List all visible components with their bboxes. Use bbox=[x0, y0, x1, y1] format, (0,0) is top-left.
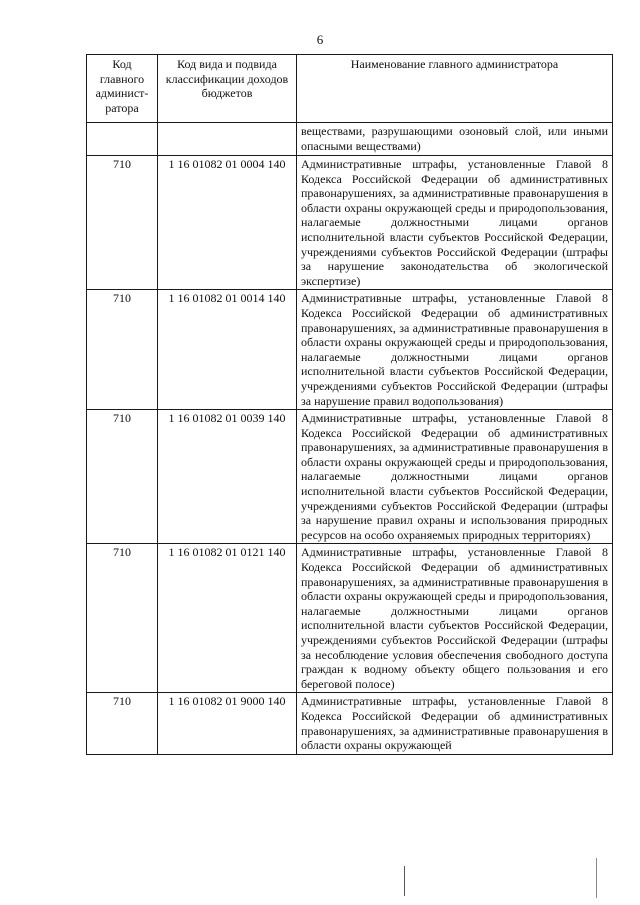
cell-administrator-name: Административные штрафы, установленные Главой 8 Кодекса Российской Федерации об административных правонарушениях, за административные правонарушения в области охраны окружающей bbox=[297, 693, 613, 754]
table-header-row bbox=[87, 55, 613, 123]
table-row bbox=[87, 156, 613, 290]
cell-classification-code: 1 16 01082 01 0014 140 bbox=[158, 290, 297, 410]
cell-admin-code: 710 bbox=[87, 410, 158, 544]
scan-artifact-line bbox=[404, 866, 405, 896]
cell-admin-code: 710 bbox=[87, 290, 158, 410]
scan-artifact-line bbox=[596, 858, 597, 898]
cell-administrator-name: Административные штрафы, установленные Главой 8 Кодекса Российской Федерации об административных правонарушениях, за административные правонарушения в области охраны окружающей среды и природопользования, налагаемые должностными лицами органов исполнительной власти субъектов Российской Федерации, учреждениями субъектов Российской Федерации (штрафы за нарушение правил охраны и использования природных ресурсов на особо охраняемых природных территориях) bbox=[297, 410, 613, 544]
cell-classification-code: 1 16 01082 01 0004 140 bbox=[158, 156, 297, 290]
table-row bbox=[87, 290, 613, 410]
cell-continuation-text: веществами, разрушающими озоновый слой, или иными опасными веществами) bbox=[297, 123, 613, 156]
header-admin-code: Код главного админист-ратора bbox=[87, 55, 158, 123]
cell-classification-code: 1 16 01082 01 0121 140 bbox=[158, 544, 297, 693]
page-number: 6 bbox=[316, 32, 324, 47]
cell-empty bbox=[158, 123, 297, 156]
cell-classification-code: 1 16 01082 01 0039 140 bbox=[158, 410, 297, 544]
cell-admin-code: 710 bbox=[87, 156, 158, 290]
cell-empty bbox=[87, 123, 158, 156]
revenue-classification-table bbox=[86, 54, 613, 755]
table-row-continuation bbox=[87, 123, 613, 156]
cell-administrator-name: Административные штрафы, установленные Главой 8 Кодекса Российской Федерации об административных правонарушениях, за административные правонарушения в области охраны окружающей среды и природопользования, налагаемые должностными лицами органов исполнительной власти субъектов Российской Федерации, учреждениями субъектов Российской Федерации (штрафы за несоблюдение условия обеспечения свободного доступа граждан к водному объекту общего пользования и его береговой полосе) bbox=[297, 544, 613, 693]
table-row bbox=[87, 544, 613, 693]
table-row bbox=[87, 410, 613, 544]
cell-admin-code: 710 bbox=[87, 693, 158, 754]
cell-administrator-name: Административные штрафы, установленные Главой 8 Кодекса Российской Федерации об административных правонарушениях, за административные правонарушения в области охраны окружающей среды и природопользования, налагаемые должностными лицами органов исполнительной власти субъектов Российской Федерации, учреждениями субъектов Российской Федерации (штрафы за нарушение законодательства об экологической экспертизе) bbox=[297, 156, 613, 290]
table-row bbox=[87, 693, 613, 754]
cell-admin-code: 710 bbox=[87, 544, 158, 693]
header-classification-code: Код вида и подвида классификации доходов бюджетов bbox=[158, 55, 297, 123]
cell-administrator-name: Административные штрафы, установленные Главой 8 Кодекса Российской Федерации об административных правонарушениях, за административные правонарушения в области охраны окружающей среды и природопользования, налагаемые должностными лицами органов исполнительной власти субъектов Российской Федерации, учреждениями субъектов Российской Федерации (штрафы за нарушение правил водопользования) bbox=[297, 290, 613, 410]
header-administrator-name: Наименование главного администратора bbox=[297, 55, 613, 123]
cell-classification-code: 1 16 01082 01 9000 140 bbox=[158, 693, 297, 754]
